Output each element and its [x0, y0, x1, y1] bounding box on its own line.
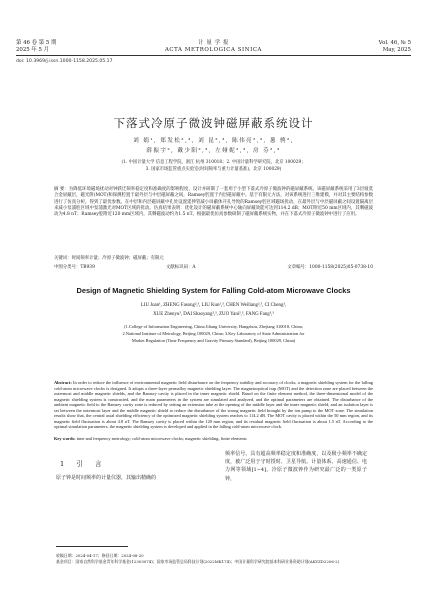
- title-en: Design of Magnetic Shielding System for Falling Cold-atom Microwave Clocks: [76, 286, 351, 295]
- journal-name-en: ACTA METROLOGICA SINICA: [164, 47, 263, 53]
- keywords-cn: 关键词：时间频率计量；冷原子微波钟；磁屏蔽；有限元: [54, 256, 164, 261]
- affiliation-cn-line-1: (1. 中国计量大学 信息工程学院，浙江 杭州 310018；2. 中国计量科学研究院，北京 100029；: [121, 160, 306, 165]
- title-cn: 下落式冷原子微波钟磁屏蔽系统设计: [113, 116, 314, 130]
- footnote-rule: [56, 546, 128, 547]
- authors-cn-line-2: 薛振宇², 戴少阳²,³, 左娅妮²,³, 房 芬²,³: [146, 148, 281, 154]
- volume-issue-cn: 第 46 卷 第 5 期: [16, 40, 57, 46]
- journal-name-cn: 计 量 学 报: [198, 40, 229, 46]
- keywords-en-label: Key words:: [54, 436, 76, 441]
- date-en: May, 2025: [382, 47, 411, 53]
- abstract-cn: 摘 要：为降低环境磁场扰动对钟跃迁频率稳定度和准确度的影响程度，设计并研制了一套用于小型下落式冷原子微波钟的磁屏蔽系统。该磁屏蔽系统采用了3层坡莫合金屏蔽层，磁光阱(MOT)和探测腔置于最外层与中层磁屏蔽之间，Ramsey腔置于内层磁屏蔽中。基于有限元方法，对该系统进行三维建模，并对其主要结构参数进行了仿真分析，得到了最优参数。在中层和内层磁屏蔽中孔处设置延伸管减小屏蔽体开孔导致的Ramsey腔区域磁场扰动，在最外层与中层磁屏蔽之间设置隔离层来减小泵浦腔区域中泵浦激光对MOT区域的扰动。仿真结果表明：优化设计的磁屏蔽系统中心轴向屏蔽效能可达到114.2 dB；MOT附近50 mm区域内，其剩磁波动为4.8 nT；Ramsey腔附近120 mm区域内，其剩磁波动约为1.5 nT。根据最优仿真参数研制了磁屏蔽系统实物，并在下落式冷原子微波钟中进行了应用。: [54, 187, 373, 218]
- keywords-en: [54, 436, 373, 442]
- section-heading: 1 引 言: [60, 460, 107, 468]
- footnotes: [56, 553, 367, 564]
- affiliation-en-line-1: (1.College of Information Engineering, China Jiliang University, Hangzhou, Zhejiang 310018, China;: [124, 324, 303, 329]
- body-column-left: 原子钟是时间频率的计量仪器，其输出精确的: [56, 475, 157, 481]
- abstract-en-label: Abstract:: [54, 380, 72, 385]
- volume-issue-en: Vol. 46, № 5: [378, 40, 411, 46]
- authors-cn-line-1: 刘 娟¹, 郑发松²,³, 刘 昆²,³, 陈伟亮²,³, 葱 骋²,: [133, 138, 294, 144]
- affiliation-en-line-3: Market Regulation (Time Frequency and Gravity Primary Standard), Beijing 100029, China): [131, 338, 296, 343]
- footnote-dates: 收稿日期：2024-04-17；修回日期：2024-08-20: [56, 553, 144, 558]
- footnote-funding: 基金项目：国家自然科学基金青年科学基金(12303074)；国家市场监管总局科技计划(2022MK174)；中国计量科学研究院基本科研业务资助计划(AKYZD2206-2): [56, 558, 340, 564]
- clc-number: 中图分类号：TB939: [54, 265, 95, 270]
- body-column-right: 频率信号，具有超高频率稳定度和准确度，以及极小频率不确定度，被广泛用于守时授时、卫星导航、计量体系、高速通信、电力网等领域[1−4]。冷原子微波钟作为研究最广泛的一类原子钟，: [225, 451, 367, 482]
- affiliation-cn-line-2: 3. 国家市场监管重点实验室(时间频率与重力计量基准)，北京 100029): [145, 167, 282, 172]
- authors-en-line-2: XUE Zhenyu², DAI Shaoyang²,³, ZUO Yani²,³, FANG Fang²,³: [153, 312, 274, 317]
- abstract-en-text: In order to reduce the influence of environmental magnetic field disturbance on the frequency stability and accuracy of clocks, a magnetic shielding system for the falling cold-atom microwave clocks is designed. It adopts a three-layer permalloy magnetic shielding layer. The magnetooptical trap (MOT) and the detection zone are placed between the outermost and middle magnetic shields, and the Ramsey cavity is placed in the inner magnetic shield. Based on the finite element method, the three-dimensional model of the magnetic shielding system is constructed, and the main parameters in the system are simulated and analyzed, and the optimal parameters are obtained. The disturbance of the ambient magnetic field to the Ramsey cavity zone is reduced by setting an extension tube at the opening of the middle layer and the inner magnetic shield, and an isolation layer is set between the outermost layer and the middle magnetic shield to reduce the disturbance of the strong magnetic field brought by the ion pump to the MOT zone. The simulation results show that, the central axial shielding efficiency of the optimized magnetic shielding system reaches to 114.2 dB. The MOT cavity is placed within the 50 mm region, and its magnetic field fluctuation is about 4.8 nT. The Ramsey cavity is placed within the 120 mm region, and its residual magnetic field fluctuation is about 1.5 nT. According to the optimal simulation parameters, the magnetic shielding system is developed and applied in the falling cold-atom microwave clock.: [54, 380, 373, 430]
- doi: doi: 10.3969/j.issn.1000-1158.2025.05.17: [16, 59, 113, 64]
- keywords-en-text: time and frequency metrology; cold-atom microwave clocks; magnetic shielding; finite elements: [75, 436, 247, 441]
- authors-en-line-1: LIU Juan¹, ZHENG Fasong²,³, LIU Kun²,³, CHEN Weiliang²,³, CI Cheng²,: [140, 303, 287, 308]
- date-cn: 2025 年 5 月: [16, 47, 50, 53]
- header-rule: [16, 55, 411, 56]
- article-number: 文章编号：1000-1158(2025)05-0738-10: [287, 265, 373, 270]
- document-code: 文献标识码：A: [166, 265, 196, 270]
- abstract-en: [54, 380, 373, 430]
- affiliation-en-line-2: 2.National Institute of Metrology, Beijing 100029, China; 3.Key Laboratory of State Administration for: [122, 331, 305, 336]
